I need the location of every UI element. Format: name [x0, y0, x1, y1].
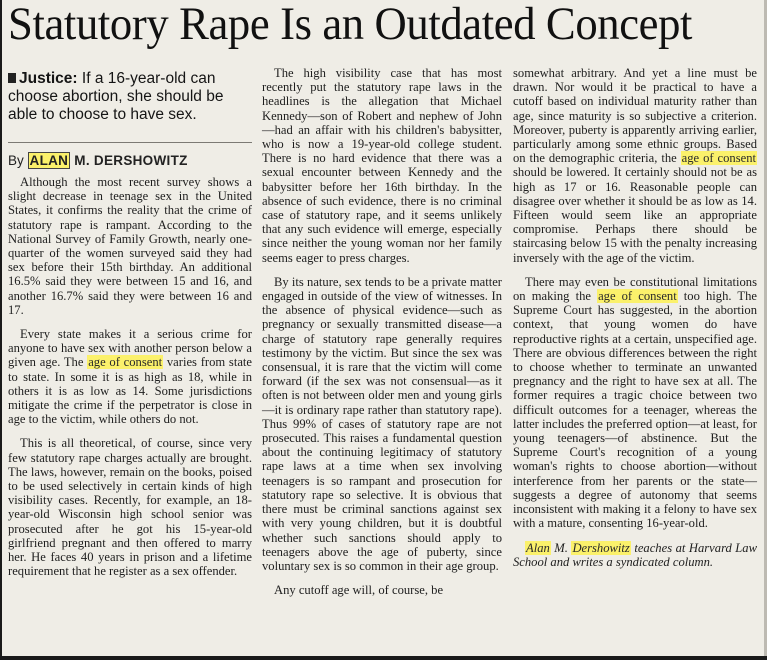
author-tagline — [513, 541, 757, 569]
divider — [8, 142, 252, 143]
text-run: varies from state to state. In some it is as high as 18, while in others it is as low as 14. Some jurisdictions mitigate the crime if the perpetrator is close in age to the victim, while others do not. — [8, 355, 253, 427]
column-3 — [513, 66, 757, 579]
column-1 — [8, 66, 252, 588]
paragraph: Although the most recent survey shows a slight decrease in teenage sex in the United States, it confirms the reality that the crime of statutory rape is rampant. According to the National Survey of Family Growth, nearly one-quarter of the women surveyed said they had sex before their 15th birthday. An additional 16.5% said they were between 15 and 16, and another 16.7% said they were between 16 and 17. — [8, 175, 252, 317]
highlight-age-of-consent: age of consent — [88, 355, 163, 370]
byline-first-name-highlight: ALAN — [29, 153, 69, 168]
highlight-author-last: Dershowitz — [572, 540, 630, 555]
text-run: Every state makes it a serious crime for anyone to have sex with another person below a given age. The — [8, 327, 252, 370]
highlight-age-of-consent: age of consent — [598, 289, 677, 304]
text-run: somewhat arbitrary. And yet a line must be drawn. Nor would it be practical to have a cutoff based on individual maturity rather than age, since maturity is so subjective a criterion. Moreover, puberty is apparently arriving earlier, particularly among some ethnic groups. Based on the demographic criteria, the — [513, 66, 757, 166]
newspaper-clipping — [2, 0, 767, 656]
highlight-age-of-consent: age of consent — [681, 151, 757, 166]
text-run: M. — [550, 540, 572, 555]
paragraph — [513, 275, 757, 531]
byline-prefix: By — [8, 153, 28, 168]
paragraph — [8, 327, 252, 426]
text-run: There may even be constitutional limitations on making the — [513, 274, 757, 304]
column-2 — [262, 66, 502, 607]
kicker — [8, 70, 252, 124]
paragraph: The high visibility case that has most recently put the statutory rape laws in the headlines is the allegation that Michael Kennedy—son of Robert and nephew of John—had an affair with his children's babysitter, who is now a 19-year-old college student. There is no hard evidence that there was a sexual encounter between Kennedy and the babysitter before her 16th birthday. In the absence of such evidence, there is no criminal case of statutory rape, and it seems unlikely that any such evidence will emerge, especially since neither the young woman nor her family seems eager to press charges. — [262, 66, 502, 265]
text-run: too high. The Supreme Court has suggested, in the abortion context, that young women do have reproductive rights at a certain, unspecified age. There are obvious differences between the right to choose whether to terminate an unwanted pregnancy and the right to have sex at all. The former requires a tragic choice between two difficult outcomes for a teenager, whereas the latter includes the preferred option—at least, for young teenagers—of abstinence. But the Supreme Court's recognition of a young woman's rights to choose abortion—without interference from her parents or the state—suggests a degree of autonomy that seems inconsistent with making it a felony to have sex with a mature, consenting 16-year-old. — [513, 289, 757, 531]
headline: Statutory Rape Is an Outdated Concept — [8, 0, 693, 50]
paragraph: By its nature, sex tends to be a private matter engaged in outside of the view of witnesses. In the absence of physical evidence—such as pregnancy or sexually transmitted disease—a charge of statutory rape generally requires testimony by the victim. But since the sex was consensual, it is rare that the victim will come forward (if the sex was not consensual—as it often is not between older men and young girls—it is ordinary rape rather than statutory rape). Thus 99% of cases of statutory rape are not prosecuted. This raises a fundamental question about the continuing legitimacy of statutory rape laws at a time when sex involving teenagers is so rampant and prosecution for statutory rape so selective. It is obvious that there must be criminal sanctions against sex with very young children, but it is doubtful whether such sanctions should apply to teenagers above the age of puberty, since voluntary sex is so common in their age group. — [262, 274, 502, 573]
byline — [8, 153, 252, 169]
paragraph — [513, 66, 757, 265]
paragraph: This is all theoretical, of course, since very few statutory rape charges actually are brought. The laws, however, remain on the books, poised to be used selectively in certain kinds of high visibility cases. Recently, for example, an 18-year-old Wisconsin high school senior was prosecuted after he got his 15-year-old girlfriend pregnant and then offered to marry her. He faces 40 years in prison and a lifetime requirement that he register as a sex offender. — [8, 436, 252, 579]
text-run: teaches at Harvard Law School and writes a syndicated column. — [513, 540, 757, 569]
kicker-label: Justice: — [19, 70, 78, 87]
text-run: should be lowered. It certainly should not be as high as 17 or 16. Reasonable people can disagree over whether it should be as low as 14. Fifteen would seem like an appropriate compromise. Perhaps there should be staircasing below 15 with the penalty increasing inversely with the age of the victim. — [513, 165, 757, 265]
bullet-icon — [8, 73, 16, 83]
highlight-author-first: Alan — [526, 540, 550, 555]
kicker-text: If a 16-year-old can choose abortion, she should be able to choose to have sex. — [8, 70, 224, 123]
paragraph: Any cutoff age will, of course, be — [274, 583, 444, 598]
byline-rest: M. DERSHOWITZ — [70, 153, 188, 168]
